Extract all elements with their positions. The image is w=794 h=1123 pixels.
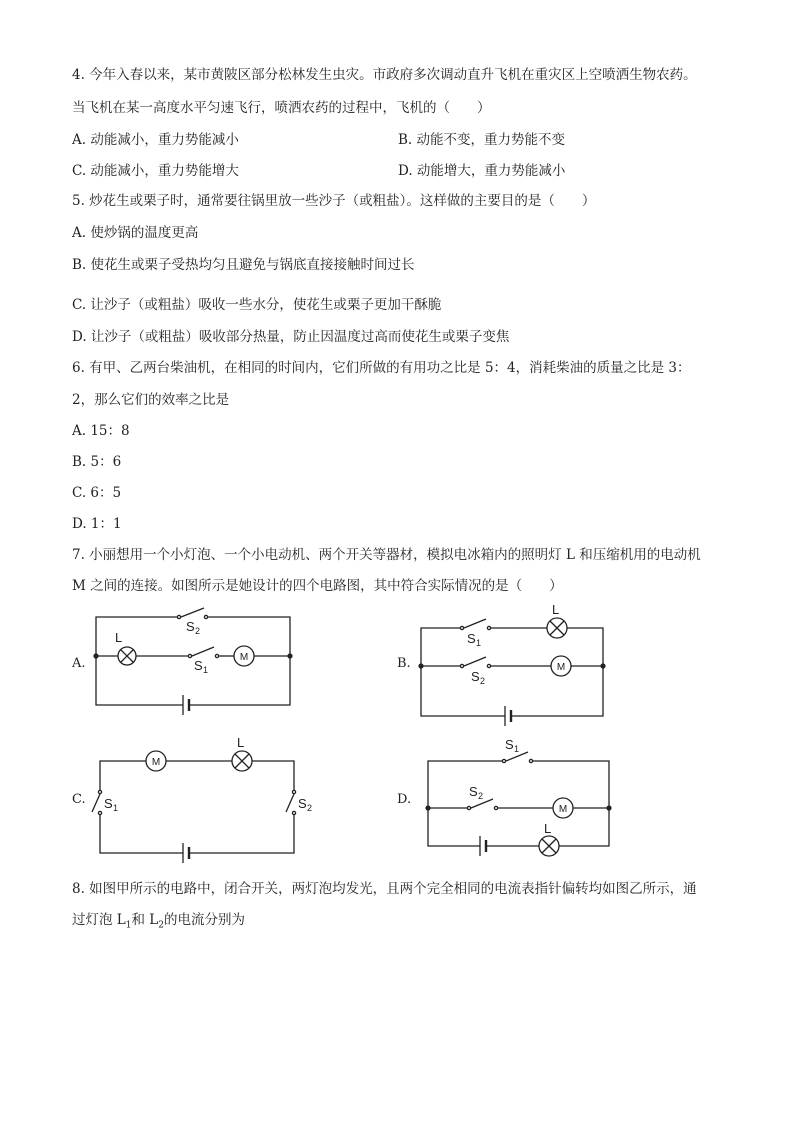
circuit-c-lamp-label: L bbox=[237, 735, 245, 750]
circuit-c-s1-label: S bbox=[104, 796, 113, 811]
circuit-a-motor-label: M bbox=[239, 652, 249, 663]
q6-option-c: C. 6：5 bbox=[72, 485, 122, 501]
circuit-d-s1-sub: 1 bbox=[514, 744, 520, 754]
q8-text-c: 的电流分别为 bbox=[164, 912, 245, 928]
q8-sub-1: 1 bbox=[125, 920, 132, 931]
q8-text-a: 过灯泡 L bbox=[72, 912, 126, 928]
circuit-a bbox=[93, 608, 292, 715]
circuit-d-motor bbox=[553, 798, 573, 818]
circuit-a-s1-label: S bbox=[194, 658, 203, 673]
circuit-d-s2-label: S bbox=[469, 784, 478, 799]
circuit-c-s1-sub: 1 bbox=[113, 803, 119, 813]
circuit-d-label: D. bbox=[397, 792, 412, 807]
circuit-c-lamp bbox=[232, 751, 252, 771]
circuit-c-s2-sub: 2 bbox=[307, 803, 313, 813]
circuit-a-s2-label: S bbox=[186, 619, 195, 634]
q5-option-b: B. 使花生或栗子受热均匀且避免与锅底直接接触时间过长 bbox=[72, 257, 415, 273]
circuit-c-motor bbox=[146, 751, 166, 771]
q6-stem-line2: 2，那么它们的效率之比是 bbox=[72, 392, 230, 408]
q5-option-a: A. 使炒锅的温度更高 bbox=[72, 225, 199, 241]
circuit-b bbox=[418, 602, 605, 726]
q4-option-b: B. 动能不变，重力势能不变 bbox=[398, 132, 566, 148]
circuit-c-motor-label: M bbox=[151, 757, 161, 768]
q7-stem-line1: 7. 小丽想用一个小灯泡、一个小电动机、两个开关等器材，模拟电冰箱内的照明灯 L 和压缩机用的电动机 bbox=[72, 547, 701, 563]
q4-option-d: D. 动能增大，重力势能减小 bbox=[398, 163, 566, 179]
q6-option-a: A. 15：8 bbox=[72, 423, 130, 439]
circuit-c-label: C. bbox=[72, 792, 86, 807]
circuit-d bbox=[425, 737, 611, 856]
circuit-b-label: B. bbox=[397, 656, 411, 671]
q6-option-b: B. 5：6 bbox=[72, 454, 122, 470]
q8-text-b: 和 L bbox=[131, 912, 159, 928]
circuit-b-s2-sub: 2 bbox=[480, 676, 486, 686]
circuit-b-lamp-label: L bbox=[552, 602, 560, 617]
q5-option-c: C. 让沙子（或粗盐）吸收一些水分，使花生或栗子更加干酥脆 bbox=[72, 297, 442, 313]
circuit-c bbox=[92, 735, 312, 863]
circuit-a-s2-sub: 2 bbox=[195, 626, 201, 636]
circuit-b-motor-label: M bbox=[556, 662, 566, 673]
circuit-c-s2-label: S bbox=[298, 796, 307, 811]
circuit-d-motor-label: M bbox=[558, 804, 568, 815]
q4-option-c: C. 动能减小，重力势能增大 bbox=[72, 163, 239, 179]
q7-stem-line2: M 之间的连接。如图所示是她设计的四个电路图，其中符合实际情况的是（ ） bbox=[72, 578, 563, 594]
q8-stem-line1: 8. 如图甲所示的电路中，闭合开关，两灯泡均发光，且两个完全相同的电流表指针偏转均如图乙所示，通 bbox=[72, 881, 697, 897]
circuit-a-s1-sub: 1 bbox=[203, 665, 209, 675]
circuit-a-label: A. bbox=[72, 656, 86, 671]
q4-stem-line1: 4. 今年入春以来，某市黄陂区部分松林发生虫灾。市政府多次调动直升飞机在重灾区上空喷洒生物农药。 bbox=[72, 67, 697, 83]
circuit-a-lamp-label: L bbox=[115, 630, 123, 645]
circuit-b-s2-label: S bbox=[471, 669, 480, 684]
circuit-b-motor bbox=[551, 656, 571, 676]
q5-option-d: D. 让沙子（或粗盐）吸收部分热量，防止因温度过高而使花生或栗子变焦 bbox=[72, 329, 510, 345]
circuit-b-lamp bbox=[547, 618, 567, 638]
circuit-a-lamp bbox=[118, 647, 136, 665]
q8-stem-line2 bbox=[72, 911, 245, 935]
circuit-a-motor bbox=[234, 646, 254, 666]
circuit-b-s1-sub: 1 bbox=[476, 638, 482, 648]
circuit-d-s2-sub: 2 bbox=[478, 791, 484, 801]
circuit-d-lamp-label: L bbox=[544, 821, 552, 836]
q8-sub-2: 2 bbox=[158, 920, 164, 931]
circuit-d-s1-label: S bbox=[505, 737, 514, 752]
circuit-d-lamp bbox=[539, 836, 559, 856]
q4-option-a: A. 动能减小，重力势能减小 bbox=[72, 132, 239, 148]
q5-stem: 5. 炒花生或栗子时，通常要往锅里放一些沙子（或粗盐）。这样做的主要目的是（ ） bbox=[72, 193, 596, 209]
q4-stem-line2: 当飞机在某一高度水平匀速飞行，喷洒农药的过程中，飞机的（ ） bbox=[72, 100, 491, 116]
circuit-b-s1-label: S bbox=[467, 631, 476, 646]
q6-option-d: D. 1：1 bbox=[72, 516, 122, 532]
q6-stem-line1: 6. 有甲、乙两台柴油机，在相同的时间内，它们所做的有用功之比是 5：4，消耗柴油的质量之比是 3： bbox=[72, 360, 691, 376]
